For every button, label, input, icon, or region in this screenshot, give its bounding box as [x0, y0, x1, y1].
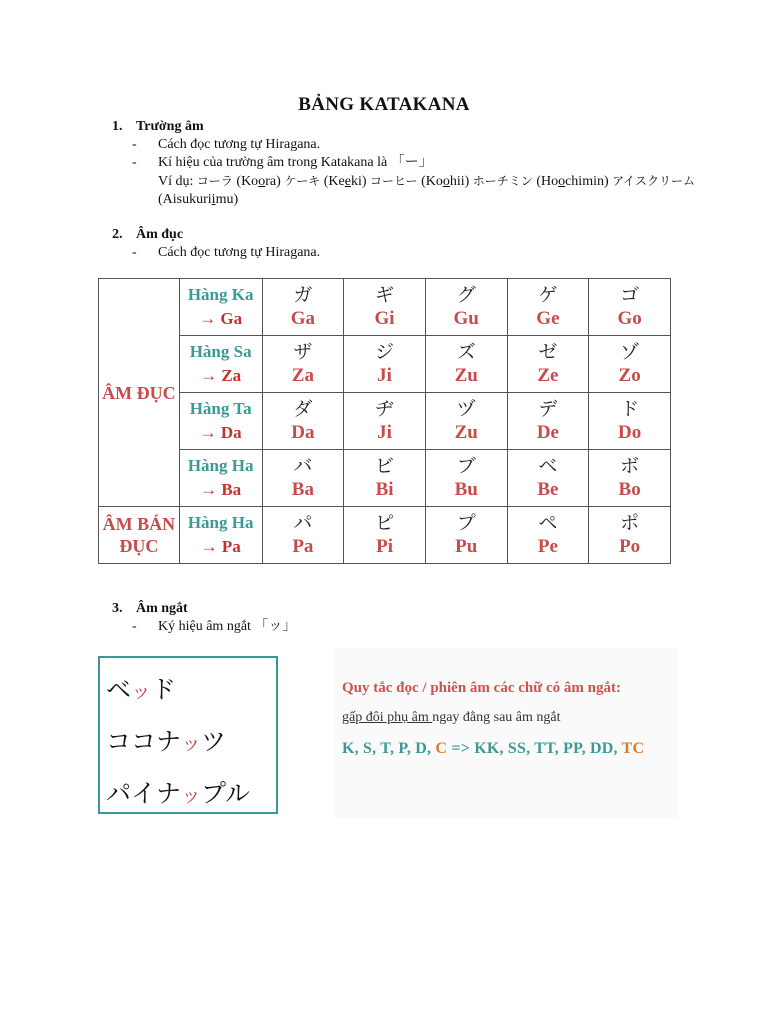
sokuon-rule-panel [334, 648, 678, 818]
romaji: Do [618, 422, 642, 443]
kana-char: ポ [620, 512, 640, 534]
romaji: Za [291, 365, 314, 386]
kana-cell [262, 393, 344, 450]
kana-cell [589, 393, 671, 450]
bullet: - Kí hiệu của trường âm trong Katakana là 「ー」 [132, 155, 433, 170]
kana-char: ベ [538, 455, 558, 477]
kana-cell [425, 507, 507, 564]
romaji: Pu [455, 536, 478, 557]
row-header [179, 336, 262, 393]
rule-title: Quy tắc đọc / phiên âm các chữ có âm ngắt: [342, 680, 621, 696]
bullet: - Ký hiệu âm ngắt 「ッ」 [132, 619, 297, 634]
kana-cell [425, 393, 507, 450]
kana-cell [507, 336, 589, 393]
row-name: Hàng Ka [187, 285, 254, 304]
romaji: Pa [292, 536, 314, 557]
row-target: → Pa [200, 537, 241, 556]
romaji: Zu [454, 422, 478, 443]
table-row [99, 279, 671, 336]
row-target: → Za [200, 366, 242, 385]
kana-char: ゲ [538, 284, 558, 306]
sokuon-word-box [98, 656, 278, 814]
kana-char: ゼ [538, 341, 558, 363]
kana-char: ザ [293, 341, 313, 363]
row-name: Hàng Sa [189, 342, 252, 361]
kana-cell [589, 336, 671, 393]
word-pineapple: パイナップル [106, 779, 251, 808]
romaji: Bo [618, 479, 641, 500]
romaji: Ji [377, 422, 392, 443]
romaji: Ji [377, 365, 392, 386]
katakana-dakuten-table [98, 278, 671, 564]
kana-char: ゾ [620, 341, 640, 363]
kana-char: パ [293, 512, 313, 534]
kana-char: プ [456, 512, 476, 534]
kana-char: デ [538, 398, 558, 420]
kana-cell [425, 450, 507, 507]
row-name: Hàng Ha [187, 513, 254, 532]
romaji: Pe [537, 536, 558, 557]
romaji: Gu [453, 308, 479, 329]
romaji: De [536, 422, 559, 443]
row-target: → Ba [200, 480, 242, 499]
kana-char: ペ [538, 512, 558, 534]
kana-cell [589, 507, 671, 564]
section-am-duc [112, 226, 320, 262]
row-header [179, 450, 262, 507]
kana-cell [344, 279, 426, 336]
section-heading: 1. Trường âm [112, 119, 204, 134]
kana-char: ダ [293, 398, 313, 420]
kana-cell [344, 507, 426, 564]
romaji: Ba [291, 479, 314, 500]
kana-char: バ [293, 455, 313, 477]
kana-char: ブ [456, 455, 476, 477]
romaji: Ge [536, 308, 560, 329]
kana-cell [507, 507, 589, 564]
row-header [179, 393, 262, 450]
kana-cell [344, 336, 426, 393]
row-name: Hàng Ha [187, 456, 254, 475]
romaji: Da [291, 422, 315, 443]
kana-cell [507, 279, 589, 336]
romaji: Gi [374, 308, 395, 329]
kana-char: ヂ [375, 398, 395, 420]
kana-char: ピ [375, 512, 395, 534]
kana-char: ゴ [620, 284, 640, 306]
table-row [99, 507, 671, 564]
kana-cell [589, 450, 671, 507]
section-heading: 2. Âm đục [112, 227, 184, 242]
row-header [179, 507, 262, 564]
romaji: Zu [454, 365, 478, 386]
bullet: - Cách đọc tương tự Hiragana. [132, 245, 321, 260]
kana-cell [262, 336, 344, 393]
row-header [179, 279, 262, 336]
table-row [99, 393, 671, 450]
word-bed: ベッド [106, 675, 177, 704]
kana-char: グ [456, 284, 476, 306]
page-title: BẢNG KATAKANA [298, 94, 470, 115]
row-target: → Ga [199, 309, 243, 328]
romaji: Ze [537, 365, 559, 386]
kana-char: ヅ [456, 398, 476, 420]
rule-mapping: K, S, T, P, D, C => KK, SS, TT, PP, DD, TC [342, 740, 645, 757]
kana-char: ズ [456, 341, 476, 363]
section-am-ngat [112, 600, 296, 636]
section-heading: 3. Âm ngắt [112, 601, 188, 616]
kana-cell [425, 279, 507, 336]
group-am-duc: ÂM ĐỤC [99, 279, 180, 507]
kana-cell [344, 450, 426, 507]
word-coconut: ココナッツ [106, 727, 227, 756]
examples: Ví dụ: コーラ (Koora) ケーキ (Keeki) コーヒー (Koohii) ホーチミン (Hoochimin) アイスクリーム (Aisukuriimu) [158, 174, 695, 207]
kana-cell [425, 336, 507, 393]
romaji: Bu [454, 479, 478, 500]
section-truong-am [112, 118, 768, 209]
bullet: - Cách đọc tương tự Hiragana. [132, 137, 321, 152]
romaji: Po [619, 536, 641, 557]
table-row [99, 336, 671, 393]
kana-cell [507, 450, 589, 507]
romaji: Ga [290, 308, 316, 329]
rule-description: gấp đôi phụ âm ngay đằng sau âm ngắt [342, 710, 561, 725]
table-row [99, 450, 671, 507]
kana-cell [589, 279, 671, 336]
kana-char: ガ [293, 284, 313, 306]
kana-char: ド [620, 398, 640, 420]
row-target: → Da [199, 423, 242, 442]
kana-char: ボ [620, 455, 640, 477]
kana-char: ギ [375, 284, 395, 306]
kana-cell [262, 507, 344, 564]
kana-cell [344, 393, 426, 450]
romaji: Zo [618, 365, 641, 386]
kana-char: ジ [375, 341, 395, 363]
group-am-ban-duc: ÂM BÁN ĐỤC [99, 507, 180, 564]
romaji: Go [617, 308, 642, 329]
kana-char: ビ [375, 455, 395, 477]
romaji: Pi [376, 536, 393, 557]
kana-cell [262, 279, 344, 336]
kana-cell [507, 393, 589, 450]
row-name: Hàng Ta [189, 399, 252, 418]
romaji: Bi [375, 479, 394, 500]
kana-cell [262, 450, 344, 507]
romaji: Be [537, 479, 559, 500]
